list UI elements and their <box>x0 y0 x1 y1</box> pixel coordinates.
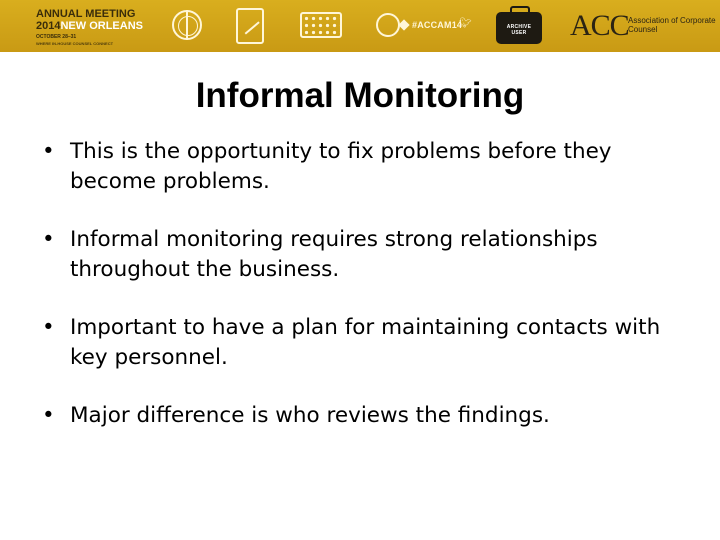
acc-name: Association of Corporate Counsel <box>628 16 716 34</box>
chat-bubble-icon <box>376 13 400 37</box>
meeting-location <box>36 20 143 32</box>
bullet-list <box>42 137 682 459</box>
slide-title: Informal Monitoring <box>195 76 525 115</box>
grid-icon <box>300 12 342 38</box>
tablet-icon <box>236 8 264 44</box>
annual-meeting-logo <box>36 8 143 47</box>
globe-icon <box>172 10 202 40</box>
hashtag: #ACCAM14 <box>412 20 463 30</box>
meeting-tagline: WHERE IN-HOUSE COUNSEL CONNECT <box>36 41 114 46</box>
bullet-item: • Informal monitoring requires strong relationships throughout the business. <box>42 225 682 285</box>
twitter-bird-icon: 🐦︎ <box>459 18 472 29</box>
header-banner <box>0 0 720 52</box>
acc-logo: ACC <box>570 9 629 42</box>
meeting-dates: OCTOBER 28–31 <box>36 34 77 40</box>
meeting-year: 2014 <box>36 20 61 32</box>
meeting-city: NEW ORLEANS <box>60 20 143 32</box>
bullet-item: • Important to have a plan for maintaining contacts with key personnel. <box>42 313 682 373</box>
bullet-item: • Major difference is who reviews the findings. <box>42 401 682 431</box>
meeting-title: ANNUAL MEETING <box>36 8 136 20</box>
bullet-item: • This is the opportunity to fix problems before they become problems. <box>42 137 682 197</box>
briefcase-label: ARCHIVE USER <box>506 24 532 36</box>
